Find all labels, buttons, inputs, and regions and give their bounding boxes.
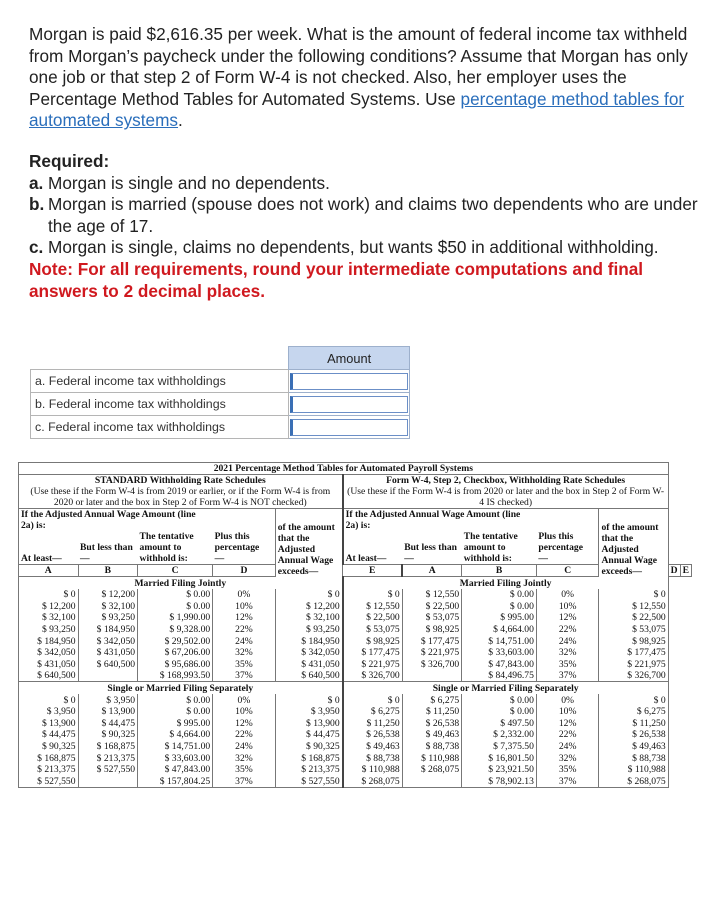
left-cell: 35%: [213, 764, 276, 776]
section-header-row: [19, 577, 692, 589]
table-row: [19, 647, 692, 659]
left-cell: $ 0.00: [138, 589, 213, 601]
left-cell: $ 47,843.00: [138, 764, 213, 776]
right-cell: $ 98,925: [402, 623, 462, 635]
right-cell: $ 26,538: [599, 729, 668, 741]
right-cell: $ 49,463: [402, 729, 462, 741]
left-cell: $ 168,875: [19, 752, 79, 764]
left-cell: $ 12,200: [275, 600, 342, 612]
right-cell: $ 49,463: [599, 740, 668, 752]
left-cell: 22%: [213, 623, 276, 635]
answer-cell: [289, 370, 410, 393]
right-cell: 0%: [536, 694, 599, 706]
requirement-a: [29, 173, 699, 195]
right-cell: $ 0.00: [462, 694, 537, 706]
left-of-amount-header: of the amount that the Adjusted Annual Wage exceeds—: [275, 509, 342, 577]
left-cell: $ 184,950: [78, 623, 138, 635]
left-cell: $ 342,050: [78, 635, 138, 647]
right-cell: 12%: [536, 717, 599, 729]
answer-row-label: a. Federal income tax withholdings: [31, 370, 289, 393]
answer-row-label: b. Federal income tax withholdings: [31, 393, 289, 416]
left-cell: 12%: [213, 717, 276, 729]
left-cell: $ 184,950: [19, 635, 79, 647]
table-row: [19, 717, 692, 729]
left-cell: $ 90,325: [78, 729, 138, 741]
right-cell: $ 88,738: [343, 752, 403, 764]
right-cell: $ 11,250: [402, 706, 462, 718]
right-cell: 10%: [536, 600, 599, 612]
right-cell: $ 49,463: [343, 740, 403, 752]
letter-d: D: [213, 565, 276, 577]
right-cell: 0%: [536, 589, 599, 601]
right-cell: $ 12,550: [343, 600, 403, 612]
right-cell: 12%: [536, 612, 599, 624]
right-cell: 35%: [536, 764, 599, 776]
answer-cell: [289, 416, 410, 439]
left-cell: $ 527,550: [78, 764, 138, 776]
letter-b: B: [462, 565, 537, 577]
column-letters: [19, 565, 692, 577]
right-cell: $ 12,550: [402, 589, 462, 601]
right-cell: $ 221,975: [343, 658, 403, 670]
table-row: [19, 694, 692, 706]
left-section-title: Married Filing Jointly: [19, 577, 343, 589]
right-cell: $ 6,275: [599, 706, 668, 718]
plus-percentage-label: Plus this percentage: [214, 531, 260, 553]
left-cell: $ 12,200: [78, 589, 138, 601]
right-cell: $ 88,738: [402, 740, 462, 752]
right-cell: $ 326,700: [599, 670, 668, 682]
right-cell: $ 33,603.00: [462, 647, 537, 659]
right-cell: $ 497.50: [462, 717, 537, 729]
left-cell: $ 0: [275, 694, 342, 706]
right-cell: 10%: [536, 706, 599, 718]
left-plus-header: [213, 509, 276, 565]
left-section-title: Single or Married Filing Separately: [19, 682, 343, 694]
right-cell: $ 11,250: [343, 717, 403, 729]
requirement-c: [29, 237, 699, 259]
answer-row-label: c. Federal income tax withholdings: [31, 416, 289, 439]
table-row: [19, 612, 692, 624]
right-plus-header: [536, 509, 599, 565]
right-tentative-header: The tentative amount to withhold is:: [463, 531, 518, 564]
left-cell: $ 168,875: [275, 752, 342, 764]
section-header-row: [19, 682, 692, 694]
right-cell: $ 7,375.50: [462, 740, 537, 752]
requirement-text: Morgan is single and no dependents.: [48, 172, 330, 193]
left-cell: $ 640,500: [19, 670, 79, 682]
left-cell: $ 67,206.00: [138, 647, 213, 659]
right-cell: $ 26,538: [343, 729, 403, 741]
letter-d: D: [668, 565, 680, 577]
requirement-label: a.: [29, 172, 44, 193]
left-cell: $ 527,550: [275, 775, 342, 787]
right-cell: $ 22,500: [402, 600, 462, 612]
table-row: [19, 589, 692, 601]
right-cell: $ 53,075: [343, 623, 403, 635]
left-cell: $ 33,603.00: [138, 752, 213, 764]
right-section-title: Single or Married Filing Separately: [343, 682, 669, 694]
right-cell: [402, 775, 462, 787]
right-cell: $ 23,921.50: [462, 764, 537, 776]
percentage-tables-link[interactable]: percentage method tables for automated systems: [29, 88, 685, 131]
right-cell: $ 268,075: [343, 775, 403, 787]
left-cell: 0%: [213, 694, 276, 706]
left-cell: $ 213,375: [19, 764, 79, 776]
right-cell: $ 268,075: [402, 764, 462, 776]
right-cell: $ 2,332.00: [462, 729, 537, 741]
right-cell: 22%: [536, 729, 599, 741]
dash-label: —: [214, 553, 225, 564]
amount-input-a[interactable]: [290, 373, 408, 390]
table-row: [19, 764, 692, 776]
right-cell: $ 14,751.00: [462, 635, 537, 647]
left-cell: $ 157,804.25: [138, 775, 213, 787]
right-cell: $ 221,975: [402, 647, 462, 659]
right-cell: $ 78,902.13: [462, 775, 537, 787]
right-cell: $ 6,275: [343, 706, 403, 718]
required-section: [29, 151, 699, 302]
left-cell: 37%: [213, 670, 276, 682]
right-cell: $ 4,664.00: [462, 623, 537, 635]
right-cell: $ 326,700: [402, 658, 462, 670]
left-cell: $ 93,250: [19, 623, 79, 635]
letter-b: B: [78, 565, 138, 577]
left-cell: $ 0: [19, 694, 79, 706]
right-cell: $ 0: [599, 589, 668, 601]
right-cell: $ 177,475: [343, 647, 403, 659]
right-cell: $ 98,925: [343, 635, 403, 647]
right-cell: $ 0.00: [462, 600, 537, 612]
left-cell: $ 9,328.00: [138, 623, 213, 635]
table-row: [19, 670, 692, 682]
right-subheading: (Use these if the Form W-4 is from 2020 or later and the box in Step 2 of Form W-4 IS checked): [343, 486, 669, 509]
left-cell: $ 3,950: [19, 706, 79, 718]
left-cell: $ 213,375: [78, 752, 138, 764]
left-cell: $ 93,250: [78, 612, 138, 624]
right-cell: $ 84,496.75: [462, 670, 537, 682]
right-cell: $ 177,475: [599, 647, 668, 659]
right-cell: $ 995.00: [462, 612, 537, 624]
table-row: [19, 658, 692, 670]
left-cell: $ 342,050: [275, 647, 342, 659]
right-cell: $ 0.00: [462, 589, 537, 601]
left-cell: $ 1,990.00: [138, 612, 213, 624]
left-cell: $ 995.00: [138, 717, 213, 729]
left-cell: [78, 670, 138, 682]
left-cell: $ 3,950: [78, 694, 138, 706]
right-cell: [402, 670, 462, 682]
table-row: [19, 775, 692, 787]
left-cell: $ 44,475: [275, 729, 342, 741]
left-cell: 32%: [213, 752, 276, 764]
right-cell: $ 6,275: [402, 694, 462, 706]
left-cell: 24%: [213, 740, 276, 752]
right-cell: 37%: [536, 670, 599, 682]
letter-c: C: [536, 565, 599, 577]
left-cell: 24%: [213, 635, 276, 647]
question-text: [29, 24, 689, 132]
left-cell: 10%: [213, 706, 276, 718]
left-cell: $ 640,500: [78, 658, 138, 670]
letter-c: C: [138, 565, 213, 577]
right-cell: 32%: [536, 647, 599, 659]
left-cell: $ 90,325: [275, 740, 342, 752]
right-cell: $ 110,988: [599, 764, 668, 776]
right-cell: $ 0: [343, 589, 403, 601]
left-cell: $ 12,200: [19, 600, 79, 612]
required-title: Required:: [29, 151, 110, 171]
left-cell: $ 0.00: [138, 706, 213, 718]
left-cell: $ 90,325: [19, 740, 79, 752]
dash-label: —: [538, 553, 548, 564]
right-section-title: Married Filing Jointly: [343, 577, 669, 589]
right-heading: Form W-4, Step 2, Checkbox, Withholding Rate Schedules: [343, 475, 669, 487]
right-cell: $ 53,075: [599, 623, 668, 635]
left-cell: $ 44,475: [19, 729, 79, 741]
right-but-less-header: But less than—: [404, 542, 457, 564]
right-cell: 37%: [536, 775, 599, 787]
left-cell: 10%: [213, 600, 276, 612]
left-cell: $ 431,050: [78, 647, 138, 659]
left-cell: 0%: [213, 589, 276, 601]
right-cell: $ 0: [599, 694, 668, 706]
answer-cell: [289, 393, 410, 416]
requirement-label: b.: [29, 194, 45, 215]
table-row: [19, 752, 692, 764]
right-cell: $ 26,538: [402, 717, 462, 729]
right-at-least-header: At least—: [343, 531, 403, 565]
table-body: [19, 577, 692, 788]
answer-row-a: [31, 370, 410, 393]
right-cell: $ 0.00: [462, 706, 537, 718]
requirement-b: [29, 194, 699, 237]
left-cell: $ 32,100: [19, 612, 79, 624]
requirement-text: Morgan is married (spouse does not work) and claims two dependents who are under the age of 17.: [48, 194, 698, 236]
answer-row-c: [31, 416, 410, 439]
right-cell: $ 11,250: [599, 717, 668, 729]
left-cell: $ 0.00: [138, 600, 213, 612]
question-body: Morgan is paid $2,616.35 per week. What is the amount of federal income tax withheld from Morgan’s paycheck under the following conditions? Assume that Morgan has only one job or that step 2 of Form W-4 is not checked. Also, her employer uses the Percentage Method Tables for Automated Systems. Use: [29, 24, 688, 109]
left-subheading: (Use these if the Form W-4 is from 2019 or earlier, or if the Form W-4 is from 2020 or later and the box in Step 2 of Form W-4 is NOT checked): [19, 486, 343, 509]
left-but-less-header: But less than—: [80, 542, 133, 564]
right-cell: $ 47,843.00: [462, 658, 537, 670]
right-cell: $ 0: [343, 694, 403, 706]
left-cell: $ 93,250: [275, 623, 342, 635]
left-cell: $ 3,950: [275, 706, 342, 718]
left-cell: 37%: [213, 775, 276, 787]
left-cell: [78, 775, 138, 787]
right-cell: $ 22,500: [343, 612, 403, 624]
right-cell: 32%: [536, 752, 599, 764]
left-at-least-header: At least—: [19, 531, 79, 565]
right-of-amount-header: of the amount that the Adjusted Annual Wage exceeds—: [599, 509, 668, 577]
left-cell: $ 0: [19, 589, 79, 601]
left-cell: $ 640,500: [275, 670, 342, 682]
rounding-note: Note: For all requirements, round your intermediate computations and final answers to 2 decimal places.: [29, 258, 644, 301]
letter-e: E: [680, 565, 691, 577]
right-cell: $ 53,075: [402, 612, 462, 624]
answer-row-b: [31, 393, 410, 416]
right-adjusted-header: If the Adjusted Annual Wage Amount (line 2a) is:: [343, 509, 537, 532]
question-end: .: [178, 110, 183, 131]
left-cell: $ 29,502.00: [138, 635, 213, 647]
left-cell: $ 95,686.00: [138, 658, 213, 670]
right-cell: 24%: [536, 740, 599, 752]
letter-e: E: [343, 565, 403, 577]
table-row: [19, 623, 692, 635]
answer-header-blank: [31, 347, 289, 370]
left-cell: 12%: [213, 612, 276, 624]
left-cell: $ 168,875: [78, 740, 138, 752]
left-cell: $ 342,050: [19, 647, 79, 659]
requirement-text: Morgan is single, claims no dependents, but wants $50 in additional withholding.: [48, 237, 659, 258]
left-tentative-header: The tentative amount to withhold is:: [139, 531, 194, 564]
right-cell: $ 12,550: [599, 600, 668, 612]
right-cell: $ 177,475: [402, 635, 462, 647]
right-cell: 24%: [536, 635, 599, 647]
amount-input-b[interactable]: [290, 396, 408, 413]
percentage-method-table: [18, 462, 692, 788]
left-cell: $ 213,375: [275, 764, 342, 776]
table-title: 2021 Percentage Method Tables for Automated Payroll Systems: [19, 463, 669, 475]
right-cell: $ 22,500: [599, 612, 668, 624]
plus-percentage-label: Plus this percentage: [538, 531, 583, 553]
table-row: [19, 740, 692, 752]
left-cell: $ 0.00: [138, 694, 213, 706]
left-adjusted-header: If the Adjusted Annual Wage Amount (line 2a) is:: [19, 509, 213, 532]
table-row: [19, 729, 692, 741]
left-cell: $ 32,100: [78, 600, 138, 612]
right-cell: 22%: [536, 623, 599, 635]
left-heading: STANDARD Withholding Rate Schedules: [19, 475, 343, 487]
answer-table: [30, 346, 410, 439]
letter-a: A: [402, 565, 462, 577]
letter-a: A: [19, 565, 79, 577]
left-cell: 22%: [213, 729, 276, 741]
left-cell: $ 13,900: [275, 717, 342, 729]
requirement-label: c.: [29, 237, 44, 258]
table-row: [19, 600, 692, 612]
left-cell: $ 168,993.50: [138, 670, 213, 682]
amount-input-c[interactable]: [290, 419, 408, 436]
right-cell: $ 98,925: [599, 635, 668, 647]
right-cell: $ 110,988: [343, 764, 403, 776]
left-cell: $ 184,950: [275, 635, 342, 647]
amount-header: Amount: [289, 347, 410, 370]
right-cell: $ 110,988: [402, 752, 462, 764]
left-cell: 35%: [213, 658, 276, 670]
left-cell: $ 431,050: [19, 658, 79, 670]
left-cell: $ 4,664.00: [138, 729, 213, 741]
left-cell: $ 32,100: [275, 612, 342, 624]
right-cell: $ 16,801.50: [462, 752, 537, 764]
left-cell: $ 14,751.00: [138, 740, 213, 752]
right-cell: 35%: [536, 658, 599, 670]
table-row: [19, 706, 692, 718]
left-cell: $ 527,550: [19, 775, 79, 787]
right-cell: $ 221,975: [599, 658, 668, 670]
right-cell: $ 88,738: [599, 752, 668, 764]
left-cell: $ 44,475: [78, 717, 138, 729]
table-row: [19, 635, 692, 647]
left-cell: $ 13,900: [78, 706, 138, 718]
left-cell: $ 431,050: [275, 658, 342, 670]
right-cell: $ 268,075: [599, 775, 668, 787]
left-cell: 32%: [213, 647, 276, 659]
right-cell: $ 326,700: [343, 670, 403, 682]
left-cell: $ 13,900: [19, 717, 79, 729]
left-cell: $ 0: [275, 589, 342, 601]
